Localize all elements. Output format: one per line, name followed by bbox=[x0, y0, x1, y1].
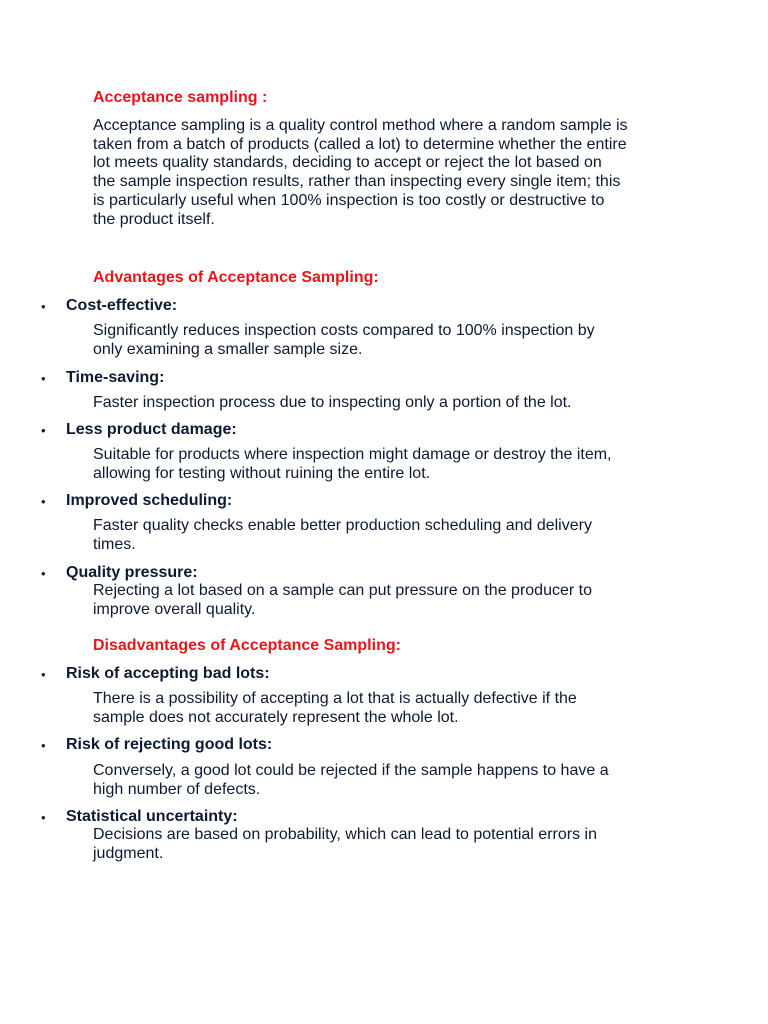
advantage-description bbox=[93, 446, 693, 483]
advantage-term-quality-pressure: Quality pressure: bbox=[66, 564, 198, 581]
description-line: There is a possibility of accepting a lot that is actually defective if the bbox=[93, 690, 577, 707]
intro-line: the product itself. bbox=[93, 210, 215, 228]
bullet-marker: • bbox=[41, 810, 46, 825]
bullet-marker: • bbox=[41, 423, 46, 438]
intro-heading: Acceptance sampling : bbox=[93, 89, 268, 106]
description-line: Suitable for products where inspection might damage or destroy the item, bbox=[93, 446, 612, 463]
advantage-term-cost-effective: Cost-effective: bbox=[66, 297, 178, 314]
advantage-description bbox=[93, 322, 693, 359]
advantage-description bbox=[93, 394, 693, 413]
bullet-marker: • bbox=[41, 738, 46, 753]
description-line: Conversely, a good lot could be rejected if the sample happens to have a bbox=[93, 762, 609, 779]
description-line: Decisions are based on probability, which can lead to potential errors in bbox=[93, 826, 597, 843]
description-line: sample does not accurately represent the whole lot. bbox=[93, 708, 459, 726]
description-line: high number of defects. bbox=[93, 780, 261, 798]
disadvantage-description bbox=[93, 826, 693, 863]
disadvantage-term-rejecting-good-lots: Risk of rejecting good lots: bbox=[66, 736, 273, 753]
description-line: improve overall quality. bbox=[93, 600, 256, 618]
intro-line: the sample inspection results, rather than inspecting every single item; this bbox=[93, 173, 621, 191]
intro-paragraph bbox=[93, 117, 693, 229]
advantage-description bbox=[93, 517, 693, 554]
bullet-marker: • bbox=[41, 371, 46, 386]
bullet-marker: • bbox=[41, 667, 46, 682]
intro-line: lot meets quality standards, deciding to accept or reject the lot based on bbox=[93, 154, 602, 172]
advantage-description bbox=[93, 582, 693, 619]
bullet-marker: • bbox=[41, 566, 46, 581]
description-line: times. bbox=[93, 535, 136, 553]
disadvantage-description bbox=[93, 762, 693, 799]
description-line: only examining a smaller sample size. bbox=[93, 340, 363, 358]
disadvantages-heading: Disadvantages of Acceptance Sampling: bbox=[93, 637, 401, 654]
description-line: judgment. bbox=[93, 844, 164, 862]
advantage-term-improved-scheduling: Improved scheduling: bbox=[66, 492, 233, 509]
disadvantage-term-accepting-bad-lots: Risk of accepting bad lots: bbox=[66, 665, 270, 682]
description-line: Faster inspection process due to inspecting only a portion of the lot. bbox=[93, 394, 572, 411]
advantage-term-less-product-damage: Less product damage: bbox=[66, 421, 237, 438]
description-line: Significantly reduces inspection costs compared to 100% inspection by bbox=[93, 322, 595, 339]
bullet-marker: • bbox=[41, 299, 46, 314]
description-line: allowing for testing without ruining the entire lot. bbox=[93, 464, 431, 482]
description-line: Faster quality checks enable better production scheduling and delivery bbox=[93, 517, 592, 534]
intro-line: is particularly useful when 100% inspection is too costly or destructive to bbox=[93, 191, 605, 209]
intro-line: taken from a batch of products (called a lot) to determine whether the entire bbox=[93, 135, 627, 153]
disadvantage-description bbox=[93, 690, 693, 727]
advantage-term-time-saving: Time-saving: bbox=[66, 369, 165, 386]
description-line: Rejecting a lot based on a sample can put pressure on the producer to bbox=[93, 582, 592, 599]
bullet-marker: • bbox=[41, 494, 46, 509]
advantages-heading: Advantages of Acceptance Sampling: bbox=[93, 269, 379, 286]
intro-line: Acceptance sampling is a quality control method where a random sample is bbox=[93, 117, 628, 134]
disadvantage-term-statistical-uncertainty: Statistical uncertainty: bbox=[66, 808, 238, 825]
